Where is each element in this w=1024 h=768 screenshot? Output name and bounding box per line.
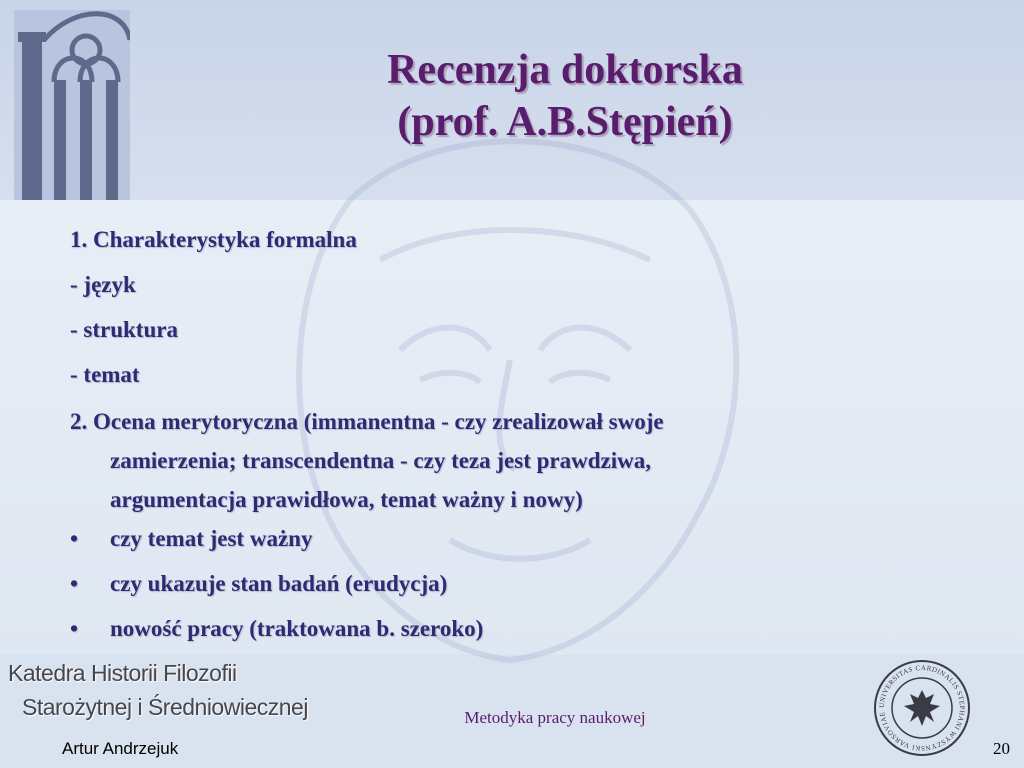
seal-text: UNIVERSITAS CARDINALIS STEPHANI WYSZYNSKI VARSOVIAE: [877, 663, 967, 753]
slide-title: [230, 44, 900, 148]
page-number: 20: [993, 739, 1010, 758]
evaluation-line-3: argumentacja prawidłowa, temat ważny i nowy): [110, 487, 583, 512]
title-line-1: Recenzja doktorska: [387, 47, 743, 93]
bullet-item: [70, 521, 890, 566]
item-structure: - struktura: [70, 317, 178, 342]
bullet-text: nowość pracy (traktowana b. szeroko): [110, 616, 484, 641]
department-line-1: Katedra Historii Filozofii: [8, 660, 237, 686]
department-line-2: Starożytnej i Średniowiecznej: [22, 694, 308, 720]
bullet-text: czy temat jest ważny: [110, 526, 313, 551]
evaluation-line-2: zamierzenia; transcendentna - czy teza jest prawdziwa,: [110, 448, 651, 473]
author-name: Artur Andrzejuk: [62, 739, 179, 758]
course-name: Metodyka pracy naukowej: [464, 708, 646, 727]
bullet-item: [70, 566, 890, 611]
university-seal-icon: [872, 658, 972, 758]
item-language: - język: [70, 272, 136, 297]
bullet-text: czy ukazuje stan badań (erudycja): [110, 571, 448, 596]
item-substantive-evaluation: [70, 402, 890, 519]
item-formal-characteristics: 1. Charakterystyka formalna: [70, 227, 357, 252]
bullet-item: [70, 611, 890, 656]
title-line-2: (prof. A.B.Stępień): [397, 99, 733, 145]
gothic-column-illustration: [14, 10, 130, 200]
bullet-icon: •: [70, 571, 79, 596]
evaluation-line-1: 2. Ocena merytoryczna (immanentna - czy zrealizował swoje: [70, 409, 664, 434]
bullet-icon: •: [70, 616, 79, 641]
item-topic: - temat: [70, 362, 140, 387]
bullet-icon: •: [70, 526, 79, 551]
slide-content: [70, 222, 890, 656]
